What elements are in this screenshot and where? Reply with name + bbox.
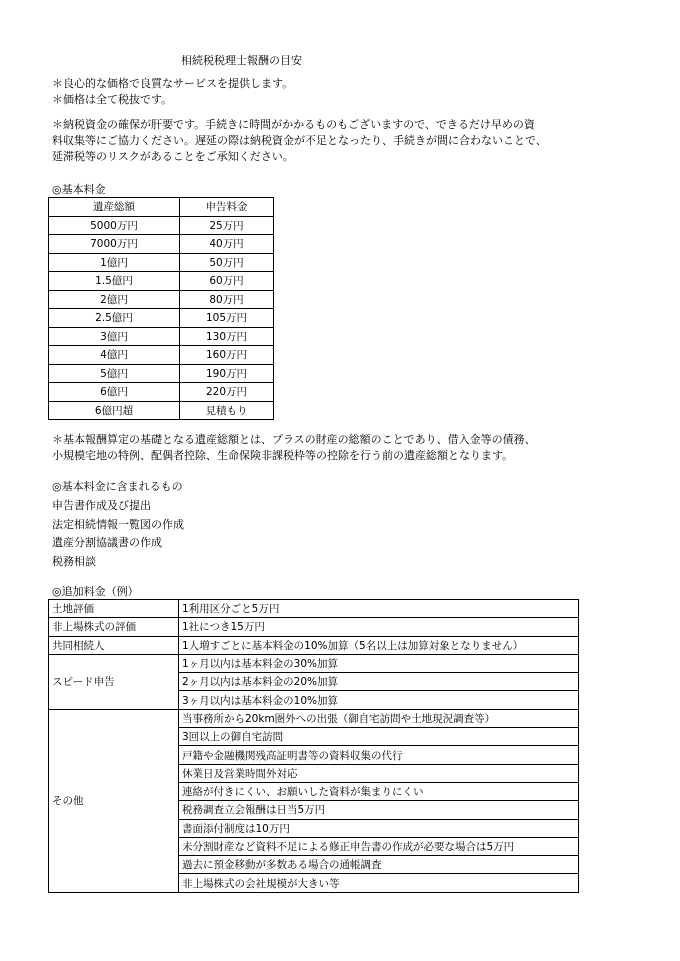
table-row [49,346,274,365]
fee-detail-cell: 非上場株式の会社規模が大きい等 [179,874,579,892]
estate-amount-cell: 4億円 [49,346,180,365]
basic-note-line: 小規模宅地の特例、配偶者控除、生命保険非課税枠等の控除を行う前の遺産総額となります。 [52,449,514,462]
fee-cell: 130万円 [180,327,274,346]
basic-note [52,432,612,464]
fee-detail-cell: 過去に預金移動が多数ある場合の通帳調査 [179,856,579,874]
table-header-row [49,198,274,217]
fee-detail-cell: 1ヶ月以内は基本料金の30%加算 [179,654,579,672]
estate-amount-cell: 6億円超 [49,401,180,420]
basic-fee-heading: ◎基本料金 [52,183,106,196]
table-row [49,272,274,291]
fee-cell: 見積もり [180,401,274,420]
page-title: 相続税税理士報酬の目安 [181,54,302,67]
estate-amount-cell: 2億円 [49,290,180,309]
fee-detail-cell: 休業日及営業時間外対応 [179,764,579,782]
note-quality: ＊良心的な価格で良質なサービスを提供します。 [52,77,294,90]
table-row [49,401,274,420]
fee-cell: 190万円 [180,364,274,383]
note-tax-excluded: ＊価格は全て税抜です。 [52,93,173,106]
fee-detail-cell: 3回以上の御自宅訪問 [179,728,579,746]
fee-detail-cell: 連絡が付きにくい、お願いした資料が集まりにくい [179,782,579,800]
fee-cell: 60万円 [180,272,274,291]
table-row [49,709,579,727]
table-row [49,290,274,309]
fee-detail-cell: 1利用区分ごと5万円 [179,600,579,618]
table-row [49,364,274,383]
fee-detail-cell: 3ヶ月以内は基本料金の10%加算 [179,691,579,709]
notes [52,76,612,108]
fee-cell: 50万円 [180,253,274,272]
estate-amount-cell: 1.5億円 [49,272,180,291]
fee-detail-cell: 2ヶ月以内は基本料金の20%加算 [179,673,579,691]
table-row [49,235,274,254]
estate-amount-cell: 2.5億円 [49,309,180,328]
estate-amount-cell: 1億円 [49,253,180,272]
fee-cell: 25万円 [180,216,274,235]
fee-cell: 40万円 [180,235,274,254]
estate-amount-cell: 5000万円 [49,216,180,235]
payment-note-line: ＊納税資金の確保が肝要です。手続きに時間がかかるものもございますので、できるだけ早めの資 [52,118,535,131]
fee-category-cell: 土地評価 [49,600,179,618]
fee-detail-cell: 1人増すごとに基本料金の10%加算（5名以上は加算対象となりません） [179,636,579,654]
additional-heading: ◎追加料金（例） [52,585,139,598]
included-item: 法定相続情報一覧図の作成 [52,518,184,531]
estate-amount-cell: 7000万円 [49,235,180,254]
fee-cell: 105万円 [180,309,274,328]
payment-note-line: 延滞税等のリスクがあることをご承知ください。 [52,150,294,163]
fee-detail-cell: 1社につき15万円 [179,618,579,636]
fee-cell: 160万円 [180,346,274,365]
table-row [49,618,579,636]
column-header: 申告料金 [180,198,274,217]
fee-detail-cell: 未分割財産など資料不足による修正申告書の作成が必要な場合は5万円 [179,837,579,855]
table-row [49,654,579,672]
payment-note [52,117,612,165]
fee-category-cell: スピード申告 [49,654,179,709]
fee-detail-cell: 当事務所から20km圏外への出張（御自宅訪問や土地現況調査等） [179,709,579,727]
fee-cell: 220万円 [180,383,274,402]
basic-fee-table [48,197,274,420]
fee-detail-cell: 戸籍や金融機関残高証明書等の資料収集の代行 [179,746,579,764]
column-header: 遺産総額 [49,198,180,217]
estate-amount-cell: 3億円 [49,327,180,346]
table-row [49,636,579,654]
included-item: 申告書作成及び提出 [52,499,151,512]
table-row [49,216,274,235]
included-item: 税務相談 [52,555,96,568]
fee-detail-cell: 税務調査立会報酬は日当5万円 [179,801,579,819]
payment-note-line: 料収集等にご協力ください。遅延の際は納税資金が不足となったり、手続きが間に合わないことで、 [52,134,547,147]
table-row [49,253,274,272]
table-row [49,327,274,346]
included-heading: ◎基本料金に含まれるもの [52,480,183,493]
estate-amount-cell: 6億円 [49,383,180,402]
included-item: 遺産分割協議書の作成 [52,536,162,549]
fee-category-cell: 非上場株式の評価 [49,618,179,636]
basic-note-line: ＊基本報酬算定の基礎となる遺産総額とは、プラスの財産の総額のことであり、借入金等の債務、 [52,433,536,446]
fee-cell: 80万円 [180,290,274,309]
table-row [49,383,274,402]
fee-category-cell: その他 [49,709,179,892]
fee-category-cell: 共同相続人 [49,636,179,654]
table-row [49,309,274,328]
additional-fee-table [48,599,579,893]
table-row [49,600,579,618]
fee-detail-cell: 書面添付制度は10万円 [179,819,579,837]
estate-amount-cell: 5億円 [49,364,180,383]
